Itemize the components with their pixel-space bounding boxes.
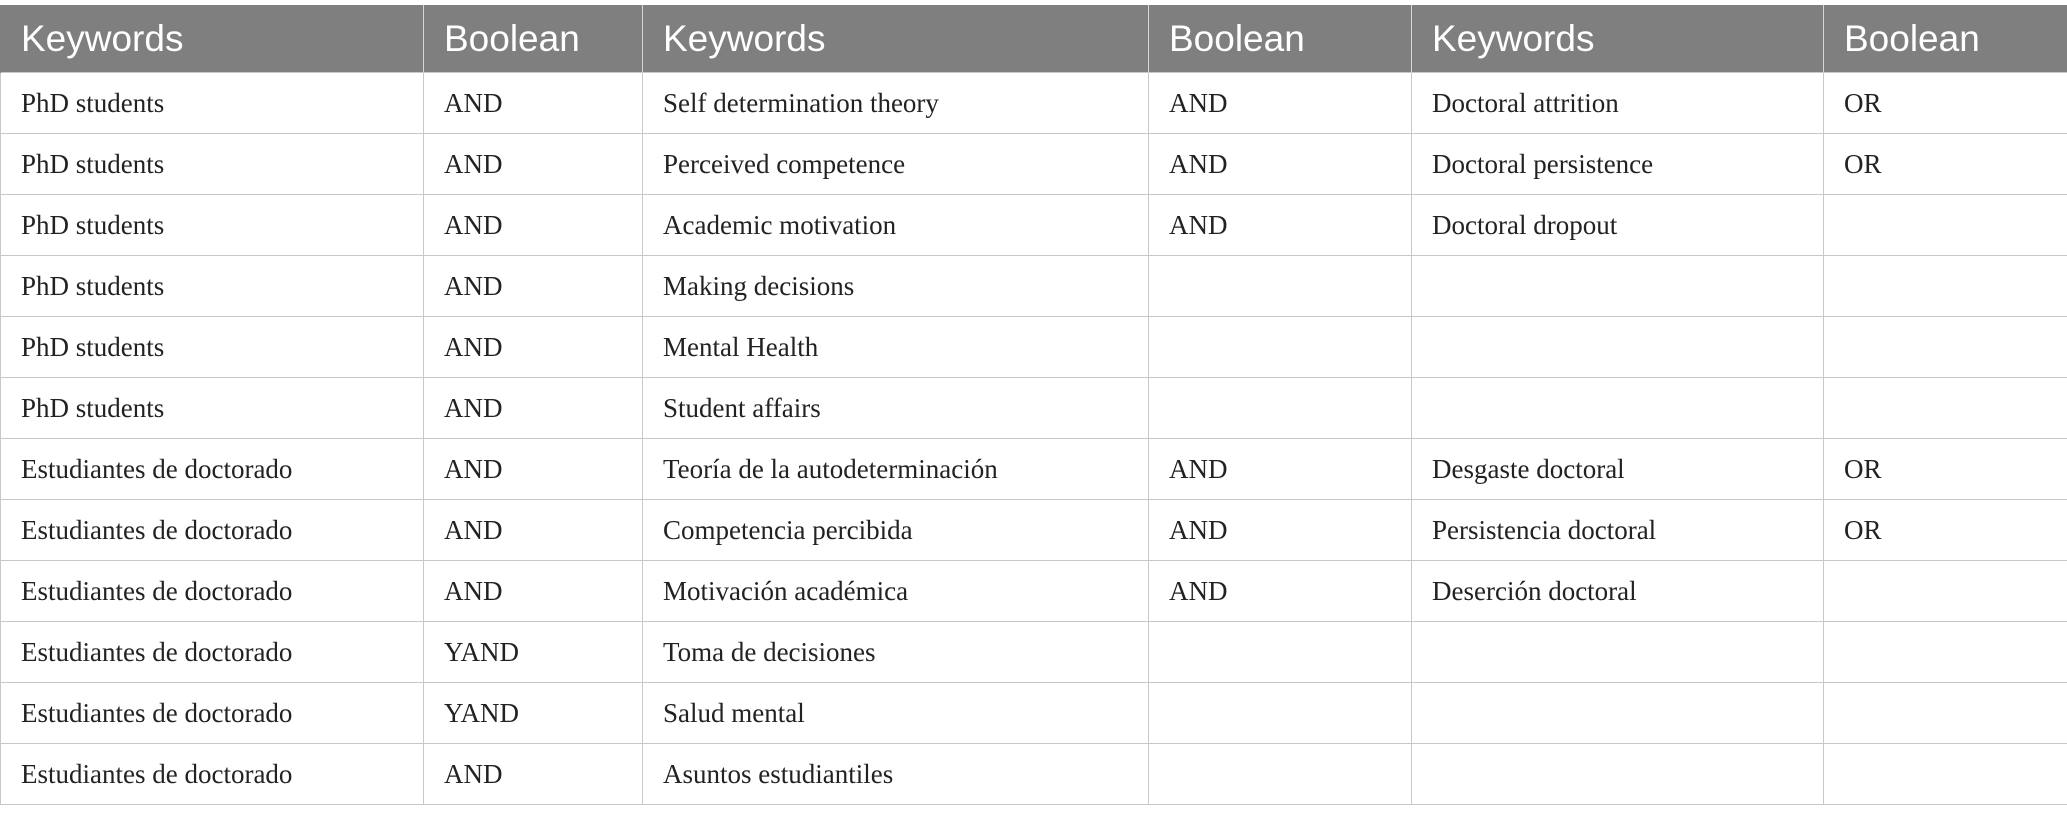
cell-keyword-2: Toma de decisiones: [643, 622, 1149, 683]
cell-keyword-2: Competencia percibida: [643, 500, 1149, 561]
cell-boolean-2: [1149, 317, 1412, 378]
cell-keyword-2: Motivación académica: [643, 561, 1149, 622]
cell-boolean-3: [1824, 317, 2067, 378]
cell-boolean-2: [1149, 378, 1412, 439]
cell-boolean-3: [1824, 683, 2067, 744]
cell-keyword-1: Estudiantes de doctorado: [1, 622, 424, 683]
cell-boolean-3: [1824, 744, 2067, 805]
header-row: [1, 5, 2067, 73]
cell-keyword-1: Estudiantes de doctorado: [1, 439, 424, 500]
cell-keyword-3: Desgaste doctoral: [1412, 439, 1824, 500]
cell-boolean-2: [1149, 683, 1412, 744]
cell-boolean-1: AND: [424, 73, 643, 134]
header-boolean-1: Boolean: [424, 5, 643, 73]
table-row: [1, 378, 2067, 439]
table-row: [1, 195, 2067, 256]
cell-keyword-2: Self determination theory: [643, 73, 1149, 134]
keywords-table-container: [0, 5, 2067, 805]
cell-keyword-1: Estudiantes de doctorado: [1, 561, 424, 622]
cell-boolean-3: OR: [1824, 134, 2067, 195]
cell-keyword-1: PhD students: [1, 195, 424, 256]
cell-boolean-2: AND: [1149, 195, 1412, 256]
table-row: [1, 439, 2067, 500]
cell-keyword-3: [1412, 683, 1824, 744]
cell-boolean-2: AND: [1149, 73, 1412, 134]
cell-boolean-1: AND: [424, 378, 643, 439]
cell-keyword-2: Student affairs: [643, 378, 1149, 439]
cell-boolean-3: [1824, 622, 2067, 683]
cell-boolean-3: [1824, 561, 2067, 622]
cell-boolean-1: AND: [424, 744, 643, 805]
table-row: [1, 683, 2067, 744]
cell-keyword-2: Salud mental: [643, 683, 1149, 744]
cell-keyword-3: [1412, 378, 1824, 439]
cell-boolean-2: [1149, 256, 1412, 317]
cell-boolean-2: AND: [1149, 500, 1412, 561]
cell-keyword-1: PhD students: [1, 73, 424, 134]
cell-boolean-1: AND: [424, 439, 643, 500]
cell-boolean-3: [1824, 256, 2067, 317]
cell-boolean-2: AND: [1149, 439, 1412, 500]
table-row: [1, 73, 2067, 134]
cell-keyword-3: Deserción doctoral: [1412, 561, 1824, 622]
cell-boolean-3: [1824, 195, 2067, 256]
cell-keyword-2: Making decisions: [643, 256, 1149, 317]
cell-keyword-3: Persistencia doctoral: [1412, 500, 1824, 561]
cell-keyword-3: Doctoral persistence: [1412, 134, 1824, 195]
cell-keyword-3: Doctoral attrition: [1412, 73, 1824, 134]
cell-boolean-3: OR: [1824, 500, 2067, 561]
cell-boolean-1: AND: [424, 317, 643, 378]
cell-keyword-1: Estudiantes de doctorado: [1, 500, 424, 561]
table-body: [1, 73, 2067, 805]
cell-keyword-1: Estudiantes de doctorado: [1, 744, 424, 805]
cell-boolean-3: OR: [1824, 73, 2067, 134]
cell-boolean-1: AND: [424, 500, 643, 561]
cell-keyword-1: PhD students: [1, 256, 424, 317]
cell-boolean-2: [1149, 744, 1412, 805]
keywords-boolean-table: [0, 5, 2067, 805]
cell-boolean-1: YAND: [424, 683, 643, 744]
header-keywords-3: Keywords: [1412, 5, 1824, 73]
cell-boolean-3: [1824, 378, 2067, 439]
cell-keyword-3: [1412, 317, 1824, 378]
cell-keyword-3: Doctoral dropout: [1412, 195, 1824, 256]
cell-keyword-2: Perceived competence: [643, 134, 1149, 195]
table-row: [1, 500, 2067, 561]
cell-keyword-1: PhD students: [1, 134, 424, 195]
cell-boolean-1: YAND: [424, 622, 643, 683]
table-header: [1, 5, 2067, 73]
table-row: [1, 622, 2067, 683]
cell-keyword-3: [1412, 744, 1824, 805]
cell-keyword-1: PhD students: [1, 317, 424, 378]
cell-boolean-2: AND: [1149, 134, 1412, 195]
cell-keyword-1: PhD students: [1, 378, 424, 439]
cell-boolean-2: AND: [1149, 561, 1412, 622]
cell-boolean-1: AND: [424, 561, 643, 622]
cell-keyword-3: [1412, 622, 1824, 683]
table-row: [1, 317, 2067, 378]
cell-keyword-2: Asuntos estudiantiles: [643, 744, 1149, 805]
cell-keyword-1: Estudiantes de doctorado: [1, 683, 424, 744]
header-keywords-2: Keywords: [643, 5, 1149, 73]
header-boolean-3: Boolean: [1824, 5, 2067, 73]
table-row: [1, 561, 2067, 622]
header-boolean-2: Boolean: [1149, 5, 1412, 73]
cell-boolean-1: AND: [424, 134, 643, 195]
table-row: [1, 134, 2067, 195]
cell-keyword-2: Teoría de la autodeterminación: [643, 439, 1149, 500]
cell-boolean-1: AND: [424, 256, 643, 317]
header-keywords-1: Keywords: [1, 5, 424, 73]
cell-keyword-2: Mental Health: [643, 317, 1149, 378]
cell-boolean-2: [1149, 622, 1412, 683]
cell-boolean-3: OR: [1824, 439, 2067, 500]
table-row: [1, 256, 2067, 317]
cell-boolean-1: AND: [424, 195, 643, 256]
cell-keyword-2: Academic motivation: [643, 195, 1149, 256]
table-row: [1, 744, 2067, 805]
cell-keyword-3: [1412, 256, 1824, 317]
